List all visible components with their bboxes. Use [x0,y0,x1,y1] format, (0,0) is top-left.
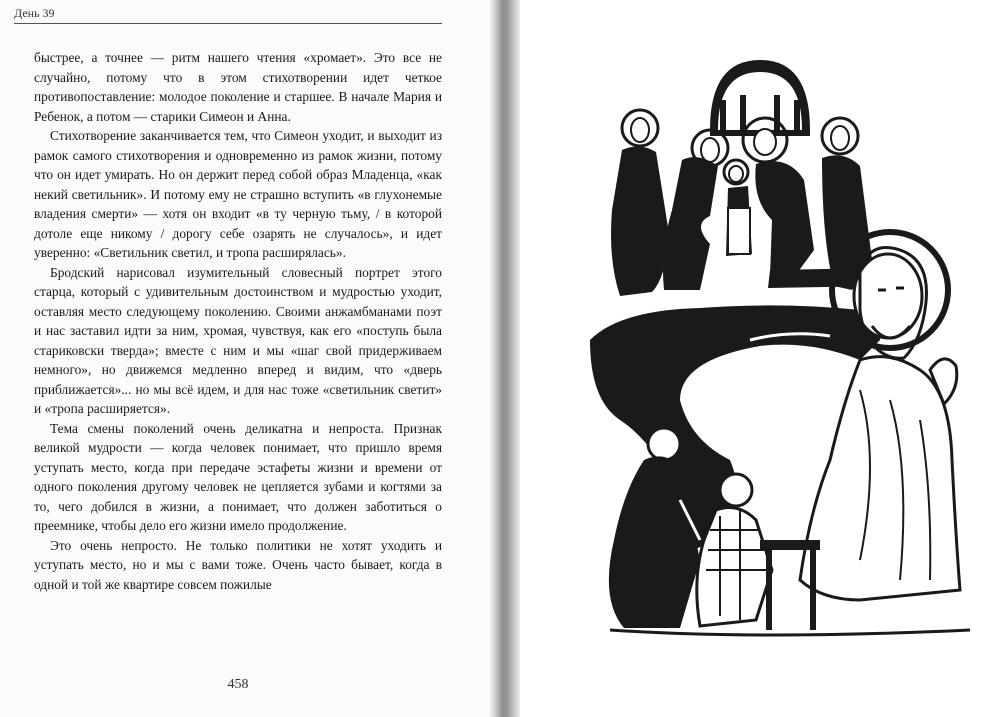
left-page [0,0,490,717]
temple-dome [710,60,810,136]
paragraph: Тема смены поколений очень деликатна и непроста. Признак великой мудрости — когда человек понимает, что пришло время уступать место, когда при передаче эстафеты жизни и времени от одного поколения другому человек не цепляется зубами и когтями за то, чего добился в жизни, а понимает, что должен заботиться о преемнике, чтобы дело его жизни имело продолжение. [34,420,442,533]
header-rule [14,23,442,24]
icon-illustration [560,40,990,650]
running-head: День 39 [14,6,55,20]
book-gutter [490,0,520,717]
paragraph: Стихотворение заканчивается тем, что Симеон уходит, и выходит из рамок самого стихотворения и одновременно из рамок жизни, потому что он идет умирать. Но он держит перед собой образ Младенца, «как некий светильник». И потому ему не страшно вступить «в глухонемые владения смерти» — хотя он входит «в ту черную тьму, / в которой дотоле еще никому / дорогу себе озарять не случалось», и идет уверенно: «Светильник светил, и тропа расширялась». [34,128,442,260]
paragraph: быстрее, а точнее — ритм нашего чтения «хромает». Это все не случайно, потому что в этом стихотворении идет четкое противопоставление: молодое поколение и старшее. В начале Мария и Ребенок, а потом — старики Симеон и Анна. [34,50,442,124]
body-text [34,48,442,594]
simeon-robe [800,357,960,600]
paragraph: Бродский нарисовал изумительный словесный портрет этого старца, который с удивительным достоинством и мудростью уходит, оставляя место следующему поколению. Своими анжамбманами поэт и нас заставил идти за ним, хромая, чувствуя, как его «поступь была стариковски тверда»; вместе с ним и мы «шаг свой придерживаем немного», но движемся медленно вперед и видим, что «дверь приближается»... но мы всё идем, и для нас тоже «светильник светит» и «тропа расширяется». [34,264,442,416]
right-page [520,0,1000,717]
page-number: 458 [227,677,249,692]
paragraph: Это очень непросто. Не только политики не хотят уходить и уступать место, но и мы с вами тоже. Очень часто бывает, когда в одной и той же квартире совсем пожилые [34,537,442,592]
